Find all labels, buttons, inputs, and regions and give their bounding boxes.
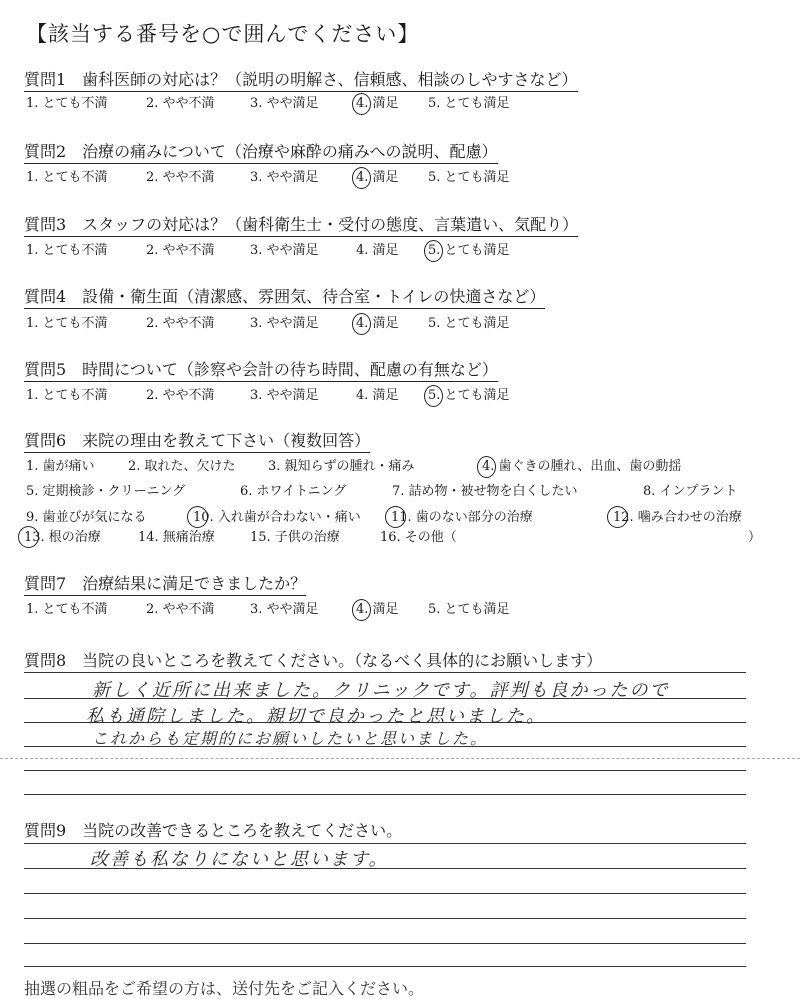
q5-option-2[interactable]: 2. やや不満	[146, 388, 215, 403]
q3-option-2[interactable]: 2. やや不満	[146, 243, 215, 258]
q1-selection-circle	[352, 93, 371, 115]
q6-option-11[interactable]: 11. 歯のない部分の治療	[391, 510, 533, 525]
q4-selection-circle	[352, 313, 371, 335]
scan-fold-line	[0, 758, 800, 759]
q5-option-4[interactable]: 4. 満足	[356, 388, 399, 403]
question-7-title: 質問7 治療結果に満足できましたか？	[24, 574, 306, 596]
q6-option-1[interactable]: 1. 歯が痛い	[26, 459, 95, 474]
q5-option-5[interactable]: 5. とても満足	[428, 388, 510, 403]
answer-rule	[24, 893, 746, 894]
q6-option-3[interactable]: 3. 親知らずの腫れ・痛み	[268, 459, 415, 474]
answer-rule	[24, 918, 746, 919]
q7-option-2[interactable]: 2. やや不満	[146, 602, 215, 617]
q1-option-3[interactable]: 3. やや満足	[250, 96, 319, 111]
answer-rule	[24, 843, 746, 844]
question-3-title: 質問3 スタッフの対応は？（歯科衛生士・受付の態度、言葉遣い、気配り）	[24, 215, 578, 237]
q6-selection-circle-10	[187, 506, 208, 528]
q6-option-12[interactable]: 12. 噛み合わせの治療	[613, 510, 742, 525]
q6-option-2[interactable]: 2. 取れた、欠けた	[128, 459, 236, 474]
q9-handwritten-line-1[interactable]: 改善も私なりにないと思います。	[90, 849, 389, 870]
q6-option-13[interactable]: 13. 根の治療	[24, 530, 101, 545]
q6-option-10[interactable]: 10. 入れ歯が合わない・痛い	[193, 510, 361, 525]
question-5-title: 質問5 時間について（診察や会計の待ち時間、配慮の有無など）	[24, 360, 498, 382]
question-2-title: 質問2 治療の痛みについて（治療や麻酔の痛みへの説明、配慮）	[24, 142, 498, 164]
q2-option-2[interactable]: 2. やや不満	[146, 170, 215, 185]
footer-partial-text: 抽選の粗品をご希望の方は、送付先をご記入ください。	[24, 979, 425, 998]
answer-rule	[24, 966, 746, 967]
q7-option-5[interactable]: 5. とても満足	[428, 602, 510, 617]
q3-option-3[interactable]: 3. やや満足	[250, 243, 319, 258]
q6-option-14[interactable]: 14. 無痛治療	[138, 530, 215, 545]
q6-option-5[interactable]: 5. 定期検診・クリーニング	[26, 484, 186, 499]
q5-selection-circle	[424, 385, 443, 407]
q4-option-5[interactable]: 5. とても満足	[428, 316, 510, 331]
q6-option-6[interactable]: 6. ホワイトニング	[240, 484, 347, 499]
answer-rule	[24, 672, 746, 673]
q7-option-4[interactable]: 4. 満足	[356, 602, 399, 617]
q2-option-3[interactable]: 3. やや満足	[250, 170, 319, 185]
answer-rule	[24, 770, 746, 771]
q1-option-5[interactable]: 5. とても満足	[428, 96, 510, 111]
q6-selection-circle-12	[607, 506, 628, 528]
q2-option-5[interactable]: 5. とても満足	[428, 170, 510, 185]
q3-option-4[interactable]: 4. 満足	[356, 243, 399, 258]
q6-option-16[interactable]: 16. その他（	[380, 530, 457, 545]
question-1-title: 質問1 歯科医師の対応は？（説明の明解さ、信頼感、相談のしやすさなど）	[24, 70, 578, 92]
q6-selection-circle-13	[18, 526, 39, 548]
q6-option-9[interactable]: 9. 歯並びが気になる	[26, 510, 147, 525]
q2-option-1[interactable]: 1. とても不満	[26, 170, 108, 185]
q8-handwritten-line-2[interactable]: 私も通院しました。親切で良かったと思いました。	[86, 706, 546, 727]
q4-option-1[interactable]: 1. とても不満	[26, 316, 108, 331]
q6-option-16-close: ）	[748, 530, 762, 545]
q2-option-4[interactable]: 4. 満足	[356, 170, 399, 185]
q1-option-4[interactable]: 4. 満足	[356, 96, 399, 111]
q3-option-1[interactable]: 1. とても不満	[26, 243, 108, 258]
question-8-title: 質問8 当院の良いところを教えてください。（なるべく具体的にお願いします）	[24, 651, 603, 670]
q7-option-3[interactable]: 3. やや満足	[250, 602, 319, 617]
question-4-title: 質問4 設備・衛生面（清潔感、雰囲気、待合室・トイレの快適さなど）	[24, 287, 545, 309]
q6-selection-circle-11	[385, 506, 406, 528]
q1-option-1[interactable]: 1. とても不満	[26, 96, 108, 111]
q6-option-8[interactable]: 8. インプラント	[643, 484, 738, 499]
q6-option-15[interactable]: 15. 子供の治療	[250, 530, 340, 545]
q6-option-7[interactable]: 7. 詰め物・被せ物を白くしたい	[392, 484, 578, 499]
q4-option-3[interactable]: 3. やや満足	[250, 316, 319, 331]
answer-rule	[24, 794, 746, 795]
q5-option-3[interactable]: 3. やや満足	[250, 388, 319, 403]
q7-option-1[interactable]: 1. とても不満	[26, 602, 108, 617]
q3-selection-circle	[424, 240, 443, 262]
q3-option-5[interactable]: 5. とても満足	[428, 243, 510, 258]
question-6-title: 質問6 来院の理由を教えて下さい（複数回答）	[24, 431, 370, 453]
q4-option-2[interactable]: 2. やや不満	[146, 316, 215, 331]
q7-selection-circle	[352, 599, 371, 621]
question-9-title: 質問9 当院の改善できるところを教えてください。	[24, 821, 403, 840]
q8-handwritten-line-3[interactable]: これからも定期的にお願いしたいと思いました。	[92, 729, 489, 748]
q6-option-4[interactable]: 4. 歯ぐきの腫れ、出血、歯の動揺	[482, 459, 682, 474]
q6-selection-circle-4	[477, 456, 496, 478]
page-header: 【該当する番号を○で囲んでください】	[26, 22, 420, 46]
q4-option-4[interactable]: 4. 満足	[356, 316, 399, 331]
q2-selection-circle	[352, 167, 371, 189]
q5-option-1[interactable]: 1. とても不満	[26, 388, 108, 403]
q8-handwritten-line-1[interactable]: 新しく近所に出来ました。クリニックです。評判も良かったので	[92, 680, 670, 701]
q1-option-2[interactable]: 2. やや不満	[146, 96, 215, 111]
answer-rule	[24, 943, 746, 944]
